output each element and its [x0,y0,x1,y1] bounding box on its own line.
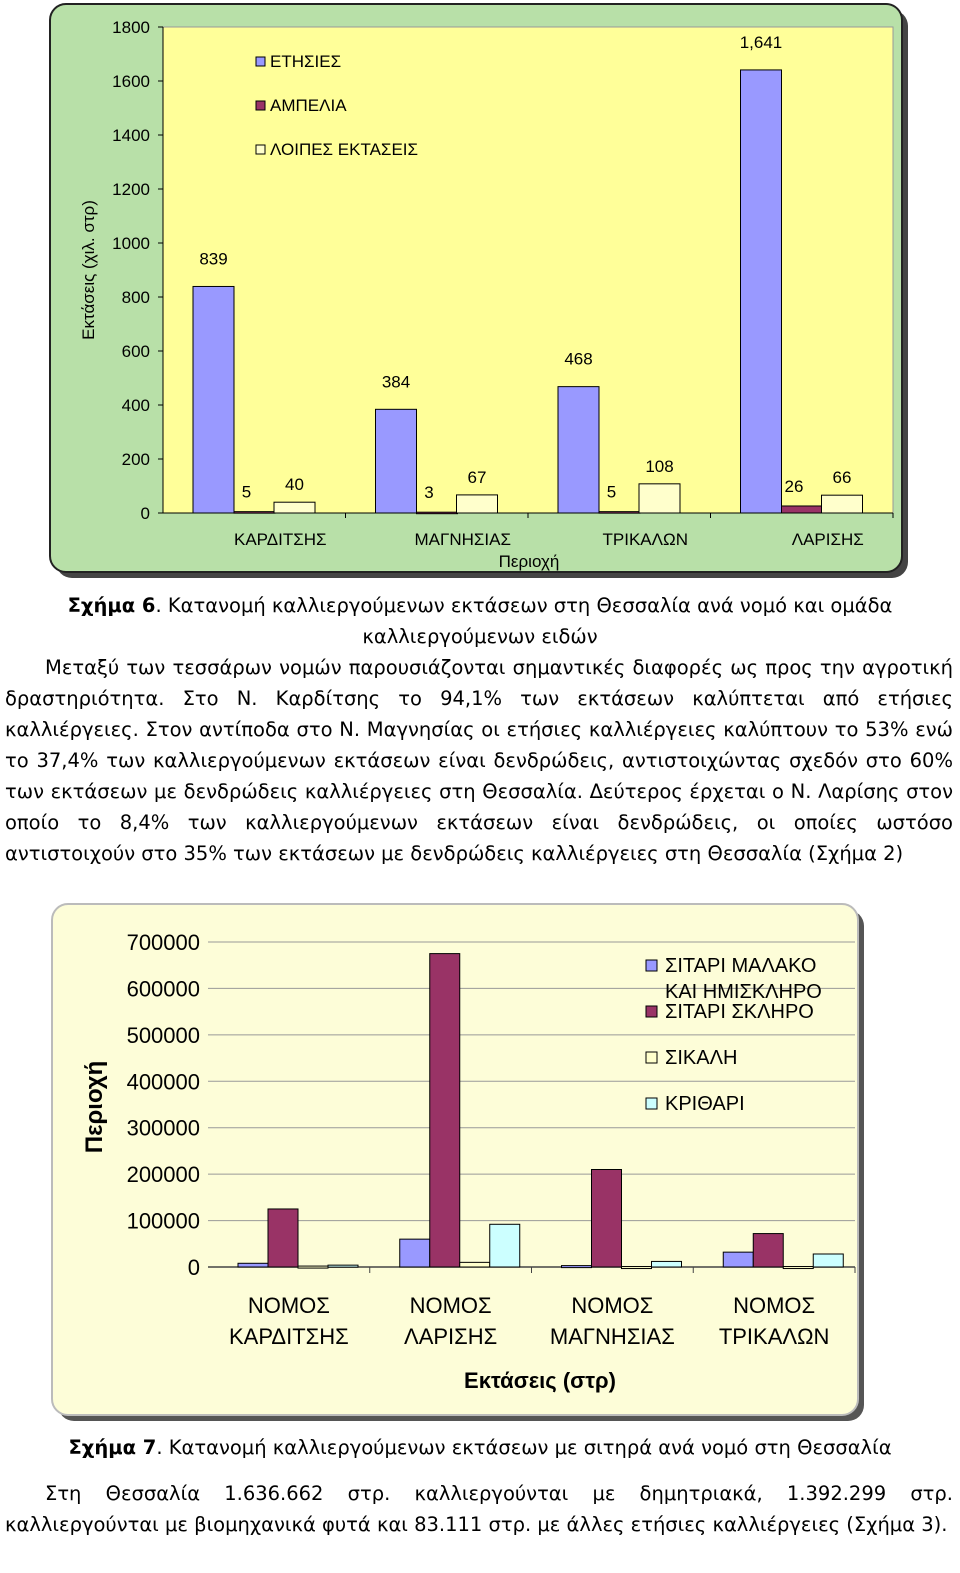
y-tick-label: 600 [121,342,150,361]
data-label: 66 [832,468,852,488]
y-tick-label: 700000 [126,930,200,955]
bar [562,1266,592,1268]
paragraph-1-text: Μεταξύ των τεσσάρων νομών παρουσιάζονται σημαντικές διαφορές ως προς την αγροτική δραστηριότητα. Στο Ν. Καρδίτσης το 94,1% των εκτάσεων καλύπτεται από ετήσιες καλλιέργειες. Στον αντίποδα στο Ν. Μαγνησίας οι ετήσιες καλλιέργειες καλύπτουν το 53% ενώ το 37,4% των καλλιεργούμενων εκτάσεων είναι δενδρώδεις, αντιστοιχώντας σχεδόν στο 60% των εκτάσεων με δενδρώδεις καλλιέργειες στη Θεσσαλία. Δεύτερος έρχεται ο Ν. Λαρίσης στον οποίο το 8,4% των καλλιεργούμενων εκτάσεων είναι δενδρώδεις, οι οποίες ωστόσο αντιστοιχούν στο 35% των εκτάσεων με δενδρώδεις καλλιέργειες στη Θεσσαλία (Σχήμα 2) [5,656,953,865]
legend-label: ΣΙΤΑΡΙ ΜΑΛΑΚΟ [665,955,817,977]
figure6-caption [0,590,960,652]
bar [457,495,498,513]
bar [430,954,460,1267]
y-tick-label: 0 [187,1255,200,1280]
chart-fig6 [48,2,914,584]
y-tick-label: 1200 [112,180,150,199]
x-tick-label: ΚΑΡΔΙΤΣΗΣ [233,530,327,549]
bar [238,1263,268,1267]
y-tick-label: 200000 [126,1162,200,1188]
bar [268,1209,298,1267]
y-tick-label: 1600 [112,72,150,91]
x-axis-title: Εκτάσεις (στρ) [464,1368,616,1393]
x-tick-label: ΜΑΓΝΗΣΙΑΣ [549,1324,675,1349]
bar [783,1267,813,1269]
x-tick-label: ΝΟΜΟΣ [733,1293,816,1318]
legend-label: ΚΑΙ ΗΜΙΣΚΛΗΡΟ [665,981,822,1003]
bar [622,1267,652,1269]
bar [460,1262,490,1267]
bar [741,70,782,513]
bar [400,1239,430,1267]
bar [274,502,315,513]
chart-fig7 [50,902,870,1427]
legend-swatch [256,57,265,66]
legend-swatch [646,1006,657,1017]
y-tick-label: 400 [121,396,150,415]
x-tick-label: ΝΟΜΟΣ [409,1293,492,1318]
data-label: 1,641 [739,32,783,52]
data-label: 67 [467,467,487,487]
x-tick-label: ΤΡΙΚΑΛΩΝ [718,1324,830,1349]
legend-label: ΕΤΗΣΙΕΣ [270,52,342,71]
bar [234,512,275,514]
y-tick-label: 800 [121,288,150,307]
legend-swatch [646,1098,657,1109]
bar [652,1261,682,1267]
y-tick-label: 400000 [126,1069,200,1095]
bar [723,1252,753,1267]
bar [490,1224,520,1267]
figure6-text-line1: . Κατανομή καλλιεργούμενων εκτάσεων στη Θεσσαλία ανά νομό και ομάδα [155,594,893,617]
bar [592,1170,622,1268]
paragraph-2-text: Στη Θεσσαλία 1.636.662 στρ. καλλιεργούνται με δημητριακά, 1.392.299 στρ. καλλιεργούνται με βιομηχανικά φυτά και 83.111 στρ. με άλλες ετήσιες καλλιέργειες (Σχήμα 3). [5,1482,953,1536]
bar [328,1265,358,1267]
legend-label: ΑΜΠΕΛΙΑ [270,96,347,115]
bar [558,387,599,513]
figure6-label: Σχήμα 6 [67,594,156,617]
y-tick-label: 100000 [126,1208,200,1234]
legend-swatch [256,145,265,154]
data-label: 384 [381,372,411,392]
x-axis-title: Περιοχή [498,552,560,571]
y-axis-title: Περιοχή [81,1060,108,1154]
paragraph-1 [5,652,953,869]
y-tick-label: 1400 [112,126,150,145]
bar [753,1234,783,1267]
bar [417,512,458,514]
y-tick-label: 600000 [126,976,200,1002]
x-tick-label: ΝΟΜΟΣ [247,1293,330,1318]
bar [813,1254,843,1267]
figure6-text-line2: καλλιεργούμενων ειδών [362,625,598,648]
data-label: 5 [241,482,252,502]
y-tick-label: 200 [121,450,150,469]
x-tick-label: ΜΑΓΝΗΣΙΑΣ [414,530,511,549]
bar [822,495,863,513]
bar [639,484,680,513]
legend-label: ΣΙΤΑΡΙ ΣΚΛΗΡΟ [665,1001,814,1023]
legend-label: ΛΟΙΠΕΣ ΕΚΤΑΣΕΙΣ [270,140,419,159]
figure7-text: . Κατανομή καλλιεργούμενων εκτάσεων με σιτηρά ανά νομό στη Θεσσαλία [156,1436,892,1459]
data-label: 3 [424,483,434,503]
data-label: 5 [606,482,617,502]
legend-swatch [646,1052,657,1063]
figure7-label: Σχήμα 7 [68,1436,157,1459]
bar [599,512,640,514]
x-tick-label: ΤΡΙΚΑΛΩΝ [602,530,688,549]
legend-label: ΣΙΚΑΛΗ [665,1047,738,1069]
bar [782,506,823,513]
y-tick-label: 1000 [112,234,150,253]
bar [298,1266,328,1268]
x-tick-label: ΝΟΜΟΣ [571,1293,654,1318]
x-tick-label: ΛΑΡΙΣΗΣ [404,1324,498,1349]
data-label: 40 [285,475,304,495]
y-tick-label: 0 [140,504,150,523]
bar [193,286,234,513]
legend-swatch [256,101,265,110]
y-axis-title: Εκτάσεις (χιλ. στρ) [79,200,98,340]
x-tick-label: ΛΑΡΙΣΗΣ [791,530,864,549]
paragraph-2 [5,1478,953,1540]
y-tick-label: 500000 [126,1022,200,1048]
data-label: 26 [784,476,804,496]
x-tick-label: ΚΑΡΔΙΤΣΗΣ [229,1324,349,1349]
legend-label: ΚΡΙΘΑΡΙ [665,1093,745,1115]
data-label: 468 [564,349,593,369]
data-label: 839 [199,249,228,269]
data-label: 108 [645,456,674,476]
y-tick-label: 300000 [126,1115,200,1141]
bar [376,409,417,513]
figure7-caption [0,1432,960,1463]
y-tick-label: 1800 [112,18,150,37]
legend-swatch [646,960,657,971]
